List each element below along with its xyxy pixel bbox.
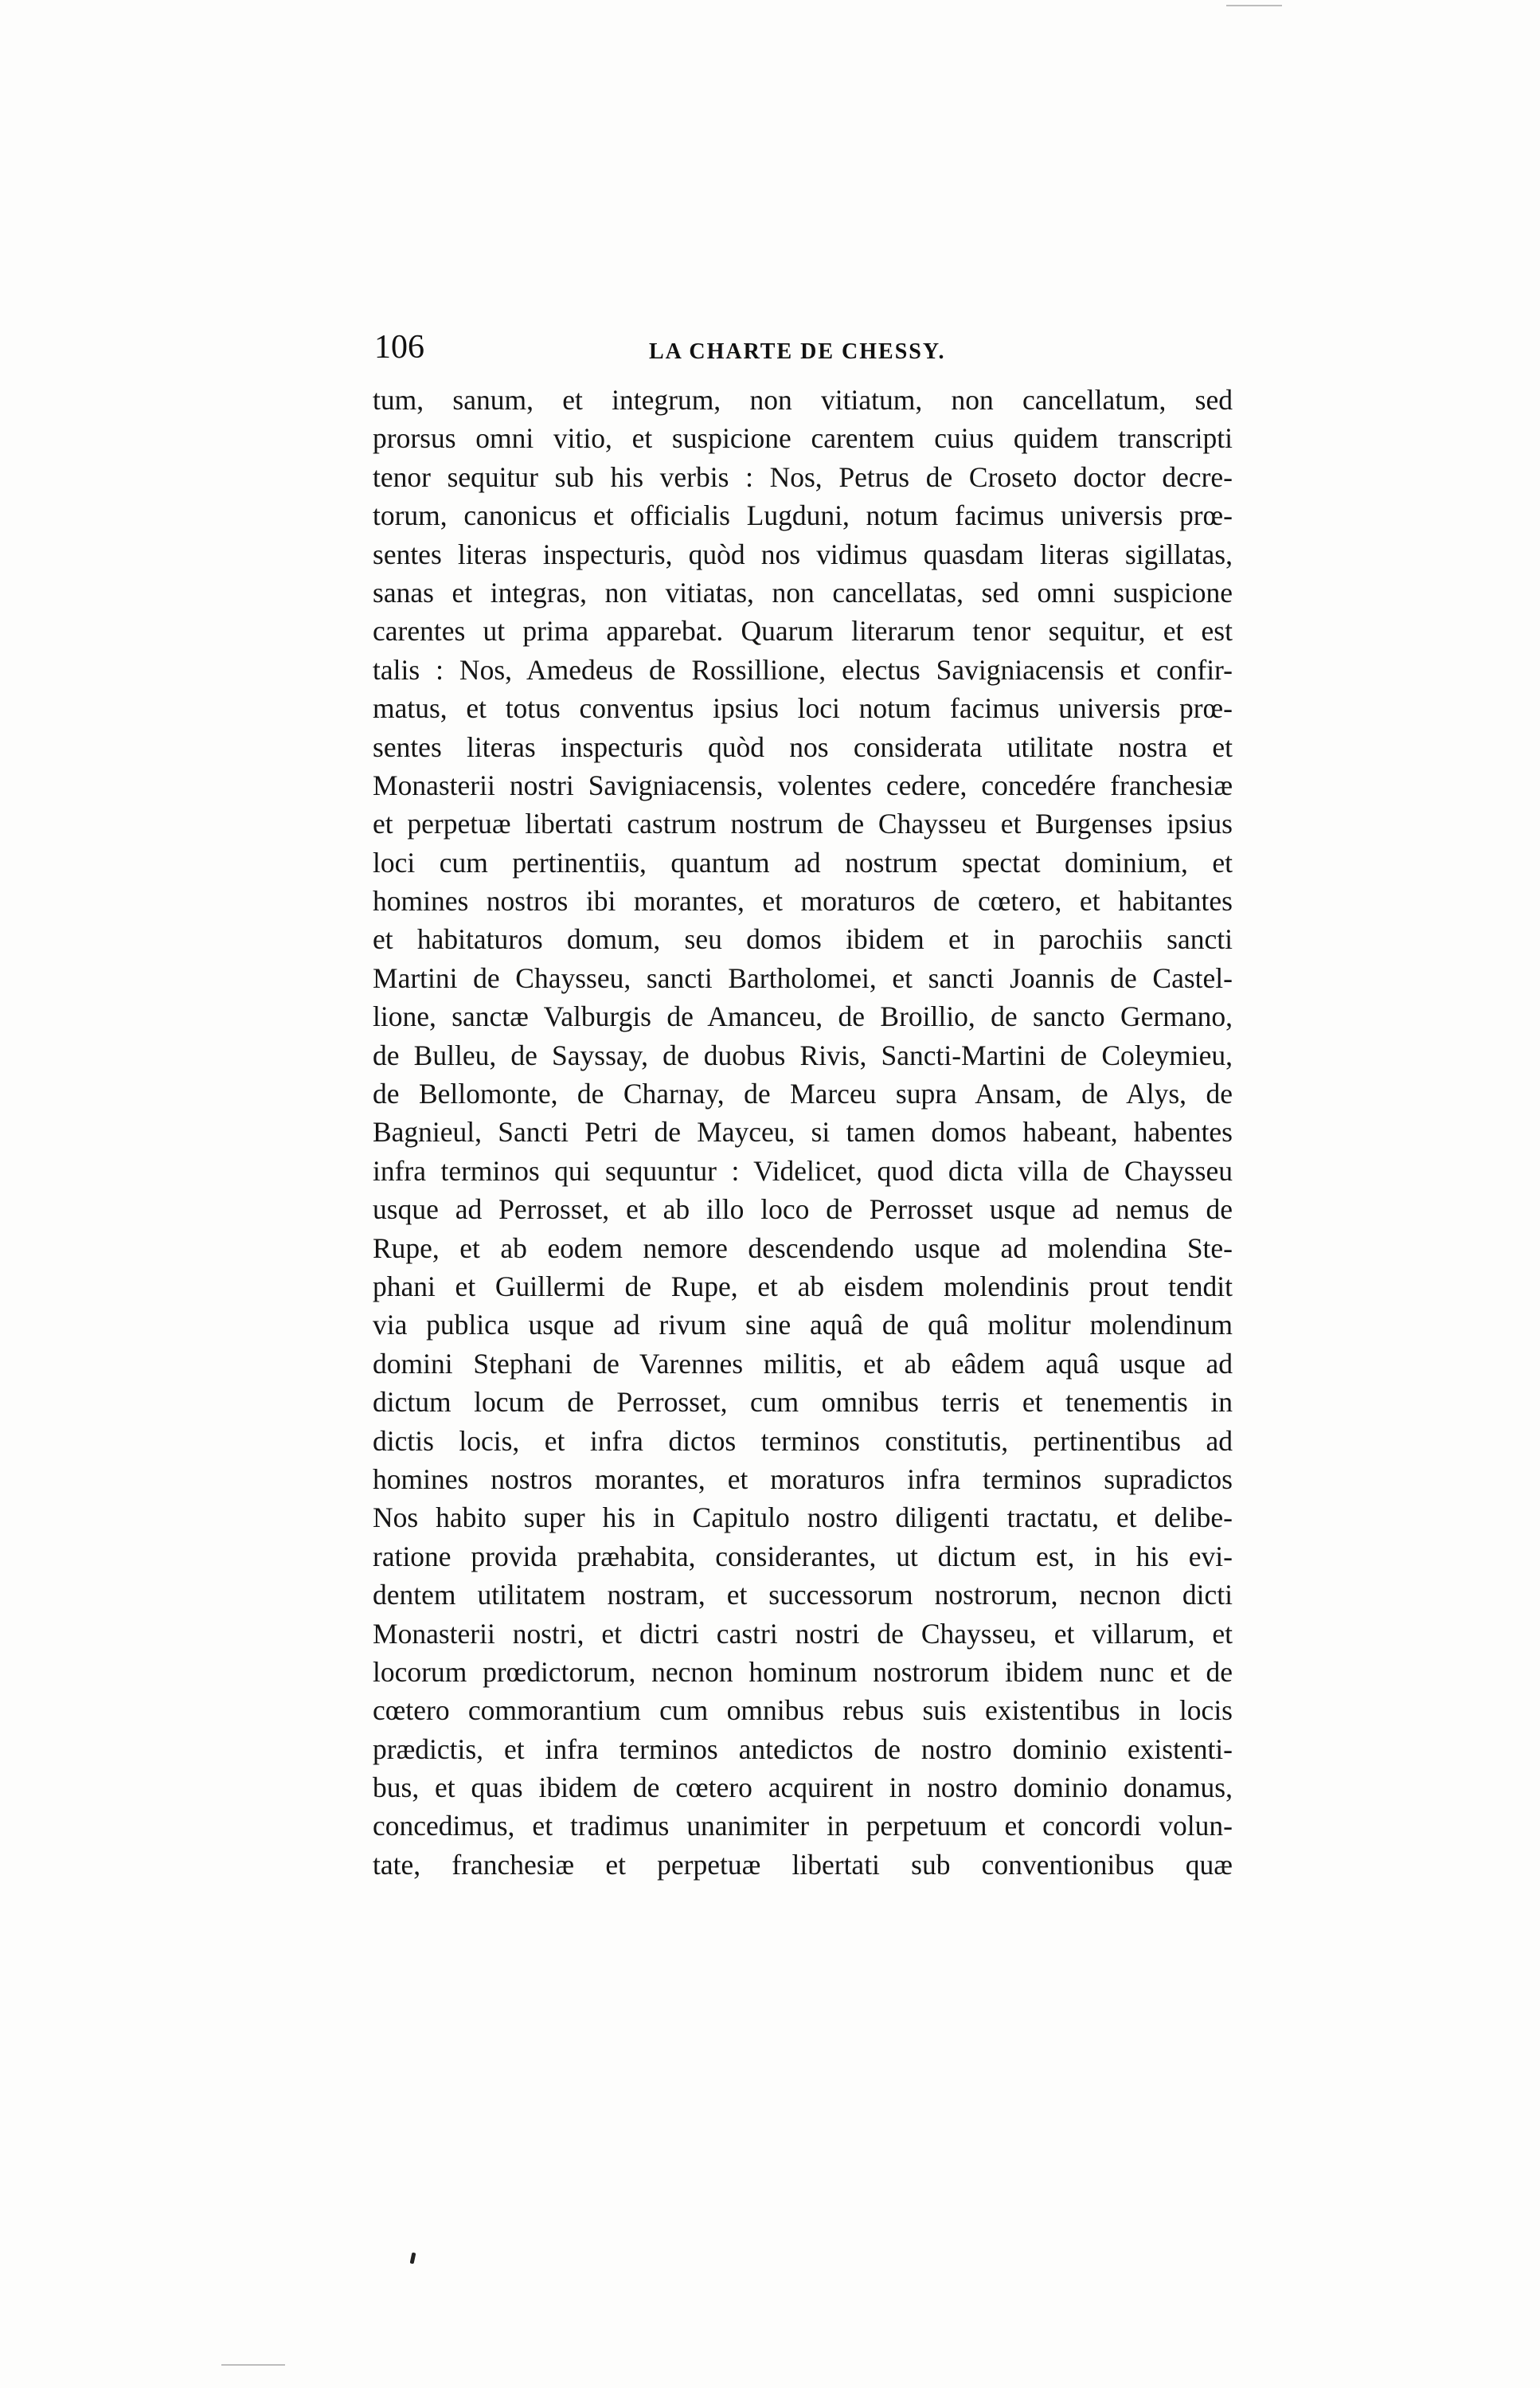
text-line: infra terminos qui sequuntur : Videlicet, quod dicta villa de Chaysseu <box>373 1154 1233 1187</box>
text-line: prorsus omni vitio, et suspicione carentem cuius quidem transcripti <box>373 422 1233 455</box>
text-line: usque ad Perrosset, et ab illo loco de Perrosset usque ad nemus de <box>373 1193 1233 1226</box>
text-line: domini Stephani de Varennes militis, et ab eâdem aquâ usque ad <box>373 1347 1233 1380</box>
text-line: Monasterii nostri Savigniacensis, volentes cedere, concedére franchesiæ <box>373 769 1233 801</box>
text-line: bus, et quas ibidem de cœtero acquirent in nostro dominio donamus, <box>373 1771 1233 1804</box>
ink-speck <box>410 2253 416 2265</box>
text-line: tenor sequitur sub his verbis : Nos, Petrus de Croseto doctor decre- <box>373 460 1233 493</box>
page-number: 106 <box>374 329 424 366</box>
text-line: Nos habito super his in Capitulo nostro diligenti tractatu, et delibe- <box>373 1501 1233 1534</box>
text-line: talis : Nos, Amedeus de Rossillione, electus Savigniacensis et confir- <box>373 653 1233 686</box>
text-line: cœtero commorantium cum omnibus rebus suis existentibus in locis <box>373 1694 1233 1727</box>
text-line: dictum locum de Perrosset, cum omnibus terris et tenementis in <box>373 1386 1233 1419</box>
text-line: homines nostros morantes, et moraturos infra terminos supradictos <box>373 1462 1233 1495</box>
text-line: sentes literas inspecturis quòd nos considerata utilitate nostra et <box>373 730 1233 763</box>
text-line: et perpetuæ libertati castrum nostrum de Chaysseu et Burgenses ipsius <box>373 808 1233 840</box>
text-line: prædictis, et infra terminos antedictos de nostro dominio existenti- <box>373 1732 1233 1765</box>
text-line: tate, franchesiæ et perpetuæ libertati sub conventionibus quæ <box>373 1848 1233 1881</box>
text-line: via publica usque ad rivum sine aquâ de quâ molitur molendinum <box>373 1309 1233 1341</box>
text-line: et habitaturos domum, seu domos ibidem et in parochiis sancti <box>373 923 1233 956</box>
text-line: loci cum pertinentiis, quantum ad nostrum spectat dominium, et <box>373 846 1233 879</box>
text-line: Martini de Chaysseu, sancti Bartholomei, et sancti Joannis de Castel- <box>373 961 1233 994</box>
text-line: locorum prœdictorum, necnon hominum nostrorum ibidem nunc et de <box>373 1655 1233 1688</box>
text-line: lione, sanctæ Valburgis de Amanceu, de Broillio, de sancto Germano, <box>373 1000 1233 1033</box>
scan-edge-mark <box>221 2364 285 2366</box>
text-line: phani et Guillermi de Rupe, et ab eisdem molendinis prout tendit <box>373 1270 1233 1302</box>
text-line: de Bulleu, de Sayssay, de duobus Rivis, Sancti-Martini de Coleymieu, <box>373 1039 1233 1071</box>
text-line: torum, canonicus et officialis Lugduni, notum facimus universis prœ- <box>373 499 1233 532</box>
text-line: sanas et integras, non vitiatas, non cancellatas, sed omni suspicione <box>373 576 1233 609</box>
text-line: Bagnieul, Sancti Petri de Mayceu, si tamen domos habeant, habentes <box>373 1116 1233 1149</box>
text-line: concedimus, et tradimus unanimiter in perpetuum et concordi volun- <box>373 1810 1233 1842</box>
text-line: dentem utilitatem nostram, et successorum nostrorum, necnon dicti <box>373 1579 1233 1611</box>
text-line: de Bellomonte, de Charnay, de Marceu supra Ansam, de Alys, de <box>373 1078 1233 1110</box>
page-header <box>374 327 1234 374</box>
scan-edge-mark <box>1226 5 1282 6</box>
text-line: carentes ut prima apparebat. Quarum literarum tenor sequitur, et est <box>373 615 1233 648</box>
text-line: sentes literas inspecturis, quòd nos vidimus quasdam literas sigillatas, <box>373 538 1233 570</box>
text-line: Rupe, et ab eodem nemore descendendo usque ad molendina Ste- <box>373 1231 1233 1264</box>
body-text <box>373 381 1233 1884</box>
text-line: matus, et totus conventus ipsius loci notum facimus universis prœ- <box>373 692 1233 725</box>
text-line: tum, sanum, et integrum, non vitiatum, non cancellatum, sed <box>373 384 1233 416</box>
text-line: ratione provida præhabita, considerantes, ut dictum est, in his evi- <box>373 1540 1233 1572</box>
text-line: Monasterii nostri, et dictri castri nostri de Chaysseu, et villarum, et <box>373 1617 1233 1650</box>
text-line: homines nostros ibi morantes, et moraturos de cœtero, et habitantes <box>373 885 1233 918</box>
text-line: dictis locis, et infra dictos terminos constitutis, pertinentibus ad <box>373 1424 1233 1457</box>
running-title: LA CHARTE DE CHESSY. <box>649 339 946 364</box>
